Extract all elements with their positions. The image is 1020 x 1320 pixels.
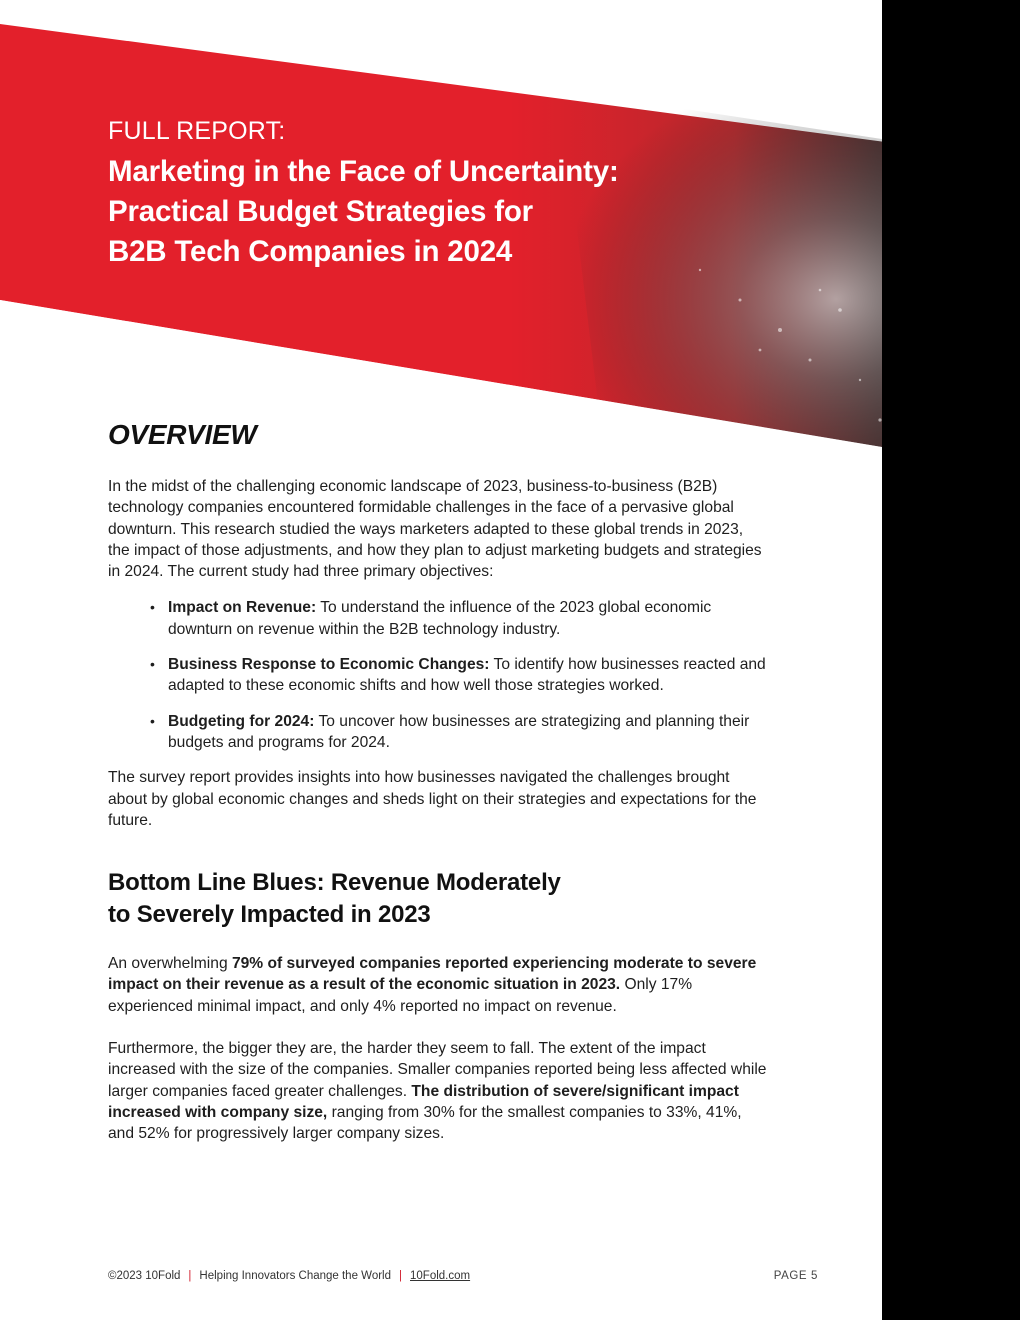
overview-intro: In the midst of the challenging economic landscape of 2023, business-to-business (B2B) technology companies encountered formidable challenges in the face of a pervasive global downturn. This research studied the ways marketers adapted to these global trends in 2023, the impact of those adjustments, and how they plan to adjust marketing budgets and strategies in 2024. The current study had three primary objectives: (108, 478, 762, 581)
title-line: B2B Tech Companies in 2024 (108, 235, 513, 268)
paragraph-text: ranging from 30% for the smallest companies to 33%, 41%, and 52% for progressively larger company sizes. (108, 1103, 742, 1143)
title-line: Marketing in the Face of Uncertainty: (108, 155, 619, 188)
objective-text: To identify how businesses reacted and adapted to these economic shifts and how well those strategies worked. (168, 656, 766, 695)
list-item (150, 654, 768, 697)
paragraph-text: Only 17% experienced minimal impact, and only 4% reported no impact on revenue. (108, 976, 693, 1015)
report-title (108, 152, 808, 272)
page-number: PAGE 5 (773, 1270, 818, 1282)
section-heading (108, 867, 768, 931)
paragraph-highlight: The distribution of severe/significant impact increased with company size, (108, 1082, 739, 1121)
title-line: Practical Budget Strategies for (108, 195, 533, 228)
page-footer (108, 1270, 818, 1282)
right-black-bar (882, 0, 1020, 1320)
objective-text: To uncover how businesses are strategizing and planning their budgets and programs for 2024. (168, 712, 750, 751)
objective-label: Business Response to Economic Changes: (168, 656, 490, 674)
report-header (108, 116, 808, 272)
objective-text: To understand the influence of the 2023 global economic downturn on revenue within the B2B technology industry. (168, 599, 712, 638)
revenue-impact-paragraph (108, 953, 768, 1017)
overview-heading: OVERVIEW (108, 419, 257, 450)
list-item (150, 711, 768, 754)
objective-label: Budgeting for 2024: (168, 712, 315, 730)
objective-label: Impact on Revenue: (168, 599, 317, 617)
paragraph-highlight: 79% of surveyed companies reported experiencing moderate to severe impact on their revenue as a result of the economic situation in 2023. (108, 955, 757, 994)
paragraph-text: Furthermore, the bigger they are, the harder they seem to fall. The extent of the impact increased with the size of the companies. Smaller companies reported being less affected while larger companies faced greater challenges. (108, 1040, 767, 1100)
main-content (108, 418, 768, 1145)
footer-separator: | (188, 1270, 192, 1282)
heading-line: Bottom Line Blues: Revenue Moderately (108, 869, 561, 897)
bullet-icon: • (150, 599, 155, 616)
footer-separator: | (399, 1270, 402, 1282)
list-item (150, 597, 768, 640)
paragraph-text: An overwhelming (108, 955, 232, 973)
overview-closing: The survey report provides insights into how businesses navigated the challenges brought about by global economic changes and sheds light on their strategies and expectations for the future. (108, 769, 757, 829)
heading-line: to Severely Impacted in 2023 (108, 901, 431, 929)
company-size-paragraph (108, 1038, 768, 1144)
footer-copyright: ©2023 10Fold (108, 1270, 181, 1282)
objectives-list (108, 597, 768, 753)
footer-website-link[interactable]: 10Fold.com (410, 1270, 471, 1282)
footer-tagline: Helping Innovators Change the World (199, 1270, 391, 1282)
bullet-icon: • (150, 656, 155, 673)
report-eyebrow: FULL REPORT: (108, 117, 286, 145)
bullet-icon: • (150, 712, 155, 729)
